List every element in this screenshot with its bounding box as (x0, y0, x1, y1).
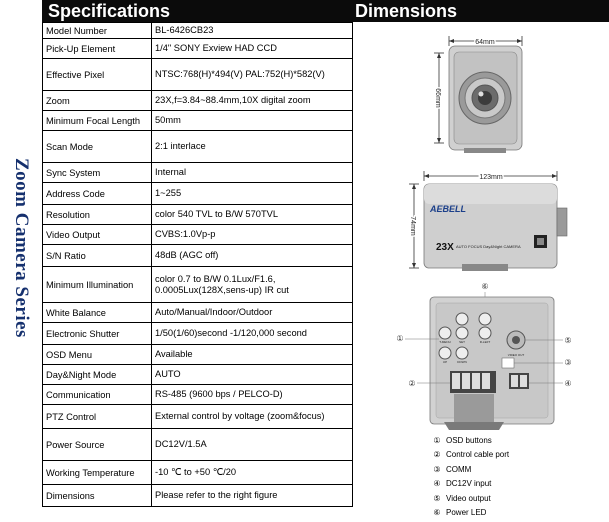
spec-row (43, 59, 353, 91)
spec-row (43, 405, 353, 429)
spec-label: Power Source (43, 429, 152, 461)
legend-number: ⑥ (433, 508, 441, 518)
spec-row (43, 323, 353, 345)
legend-text: COMM (446, 464, 472, 474)
legend-number: ⑤ (433, 493, 441, 503)
spec-row (43, 365, 353, 385)
spec-label: Sync System (43, 163, 152, 183)
spec-label: Day&Night Mode (43, 365, 152, 385)
spec-value: Internal (152, 163, 353, 183)
spec-value: NTSC:768(H)*494(V) PAL:752(H)*582(V) (152, 59, 353, 91)
spec-value: CVBS:1.0Vp-p (152, 225, 353, 245)
legend-text: DC12V input (446, 479, 492, 489)
spec-label: Address Code (43, 183, 152, 205)
callout-2: ② (408, 379, 416, 388)
legend-item (432, 434, 509, 448)
spec-label: PTZ Control (43, 405, 152, 429)
rear-label-video: VIDEO OUT (507, 353, 525, 357)
legend-text: Power LED (446, 508, 487, 518)
spec-value: DC12V/1.5A (152, 429, 353, 461)
spec-row (43, 131, 353, 163)
legend-item (432, 448, 509, 462)
spec-value: 48dB (AGC off) (152, 245, 353, 267)
front-view (434, 36, 522, 153)
spec-row (43, 111, 353, 131)
side-caption: AUTO FOCUS Day&Night CAMERA (456, 244, 521, 249)
spec-value: 1/4" SONY Exview HAD CCD (152, 39, 353, 59)
spec-value: 1~255 (152, 183, 353, 205)
spec-label: OSD Menu (43, 345, 152, 365)
side-length-label: 123mm (479, 174, 503, 181)
side-logo: AEBELL (430, 204, 466, 214)
spec-label: Scan Mode (43, 131, 152, 163)
spec-row (43, 267, 353, 303)
spec-label: Minimum Illumination (43, 267, 152, 303)
callout-3: ③ (564, 358, 572, 367)
spec-value: AUTO (152, 365, 353, 385)
front-height-label: 66mm (434, 88, 441, 108)
spec-row (43, 91, 353, 111)
callout-6: ⑥ (481, 282, 489, 291)
spec-row (43, 23, 353, 39)
spec-value: 50mm (152, 111, 353, 131)
spec-label: Effective Pixel (43, 59, 152, 91)
side-view (409, 171, 567, 271)
spec-label: White Balance (43, 303, 152, 323)
spec-label: Video Output (43, 225, 152, 245)
rear-label-up: UP (442, 360, 448, 364)
callout-1: ① (396, 334, 404, 343)
legend-number: ② (433, 450, 441, 460)
legend-item (432, 506, 509, 520)
spec-value: RS-485 (9600 bps / PELCO-D) (152, 385, 353, 405)
spec-row (43, 485, 353, 507)
spec-label: Communication (43, 385, 152, 405)
callout-4: ④ (564, 379, 572, 388)
spec-row (43, 205, 353, 225)
spec-row (43, 183, 353, 205)
spec-label: Electronic Shutter (43, 323, 152, 345)
front-width-label: 64mm (475, 39, 495, 46)
side-height-label: 74mm (409, 216, 416, 236)
spec-value: 2:1 interlace (152, 131, 353, 163)
spec-label: Pick-Up Element (43, 39, 152, 59)
rear-label-rleft: R-LEFT (479, 340, 491, 344)
spec-row (43, 303, 353, 323)
spec-value: Please refer to the right figure (152, 485, 353, 507)
side-banner (0, 0, 42, 522)
rear-view (396, 282, 571, 430)
rear-legend (432, 434, 509, 520)
spec-value: color 540 TVL to B/W 570TVL (152, 205, 353, 225)
spec-row (43, 163, 353, 183)
legend-item (432, 477, 509, 491)
series-title: Zoom Camera Series (11, 158, 32, 338)
spec-table (42, 22, 353, 507)
spec-row (43, 245, 353, 267)
spec-row (43, 225, 353, 245)
legend-number: ④ (433, 479, 441, 489)
legend-number: ③ (433, 464, 441, 474)
callout-5: ⑤ (564, 336, 572, 345)
rear-label-tmenu: T-MENU (439, 340, 451, 344)
spec-row (43, 385, 353, 405)
spec-row (43, 345, 353, 365)
rear-label-down: DOWN (457, 360, 467, 364)
spec-value: -10 ℃ to +50 ℃/20 (152, 461, 353, 485)
spec-label: S/N Ratio (43, 245, 152, 267)
side-model: 23X (436, 242, 454, 253)
spec-label: Dimensions (43, 485, 152, 507)
spec-value: 1/50(1/60)second -1/120,000 second (152, 323, 353, 345)
legend-text: Control cable port (446, 450, 510, 460)
spec-value: External control by voltage (zoom&focus) (152, 405, 353, 429)
spec-label: Working Temperature (43, 461, 152, 485)
legend-item (432, 463, 509, 477)
spec-label: Model Number (43, 23, 152, 39)
spec-row (43, 461, 353, 485)
legend-item (432, 492, 509, 506)
spec-label: Minimum Focal Length (43, 111, 152, 131)
specifications-header: Specifications (42, 0, 354, 22)
spec-row (43, 39, 353, 59)
spec-label: Resolution (43, 205, 152, 225)
legend-text: OSD buttons (446, 436, 492, 445)
spec-value: 23X,f=3.84~88.4mm,10X digital zoom (152, 91, 353, 111)
legend-number: ① (433, 436, 441, 445)
spec-value: color 0.7 to B/W 0.1Lux/F1.6, 0.0005Lux(128X,sens-up) IR cut (152, 267, 353, 303)
rear-label-set: SET (459, 340, 465, 344)
spec-label: Zoom (43, 91, 152, 111)
spec-value: Available (152, 345, 353, 365)
dimensions-header: Dimensions (354, 0, 609, 22)
spec-value: Auto/Manual/Indoor/Outdoor (152, 303, 353, 323)
spec-value: BL-6426CB23 (152, 23, 353, 39)
spec-row (43, 429, 353, 461)
legend-text: Video output (446, 493, 491, 503)
